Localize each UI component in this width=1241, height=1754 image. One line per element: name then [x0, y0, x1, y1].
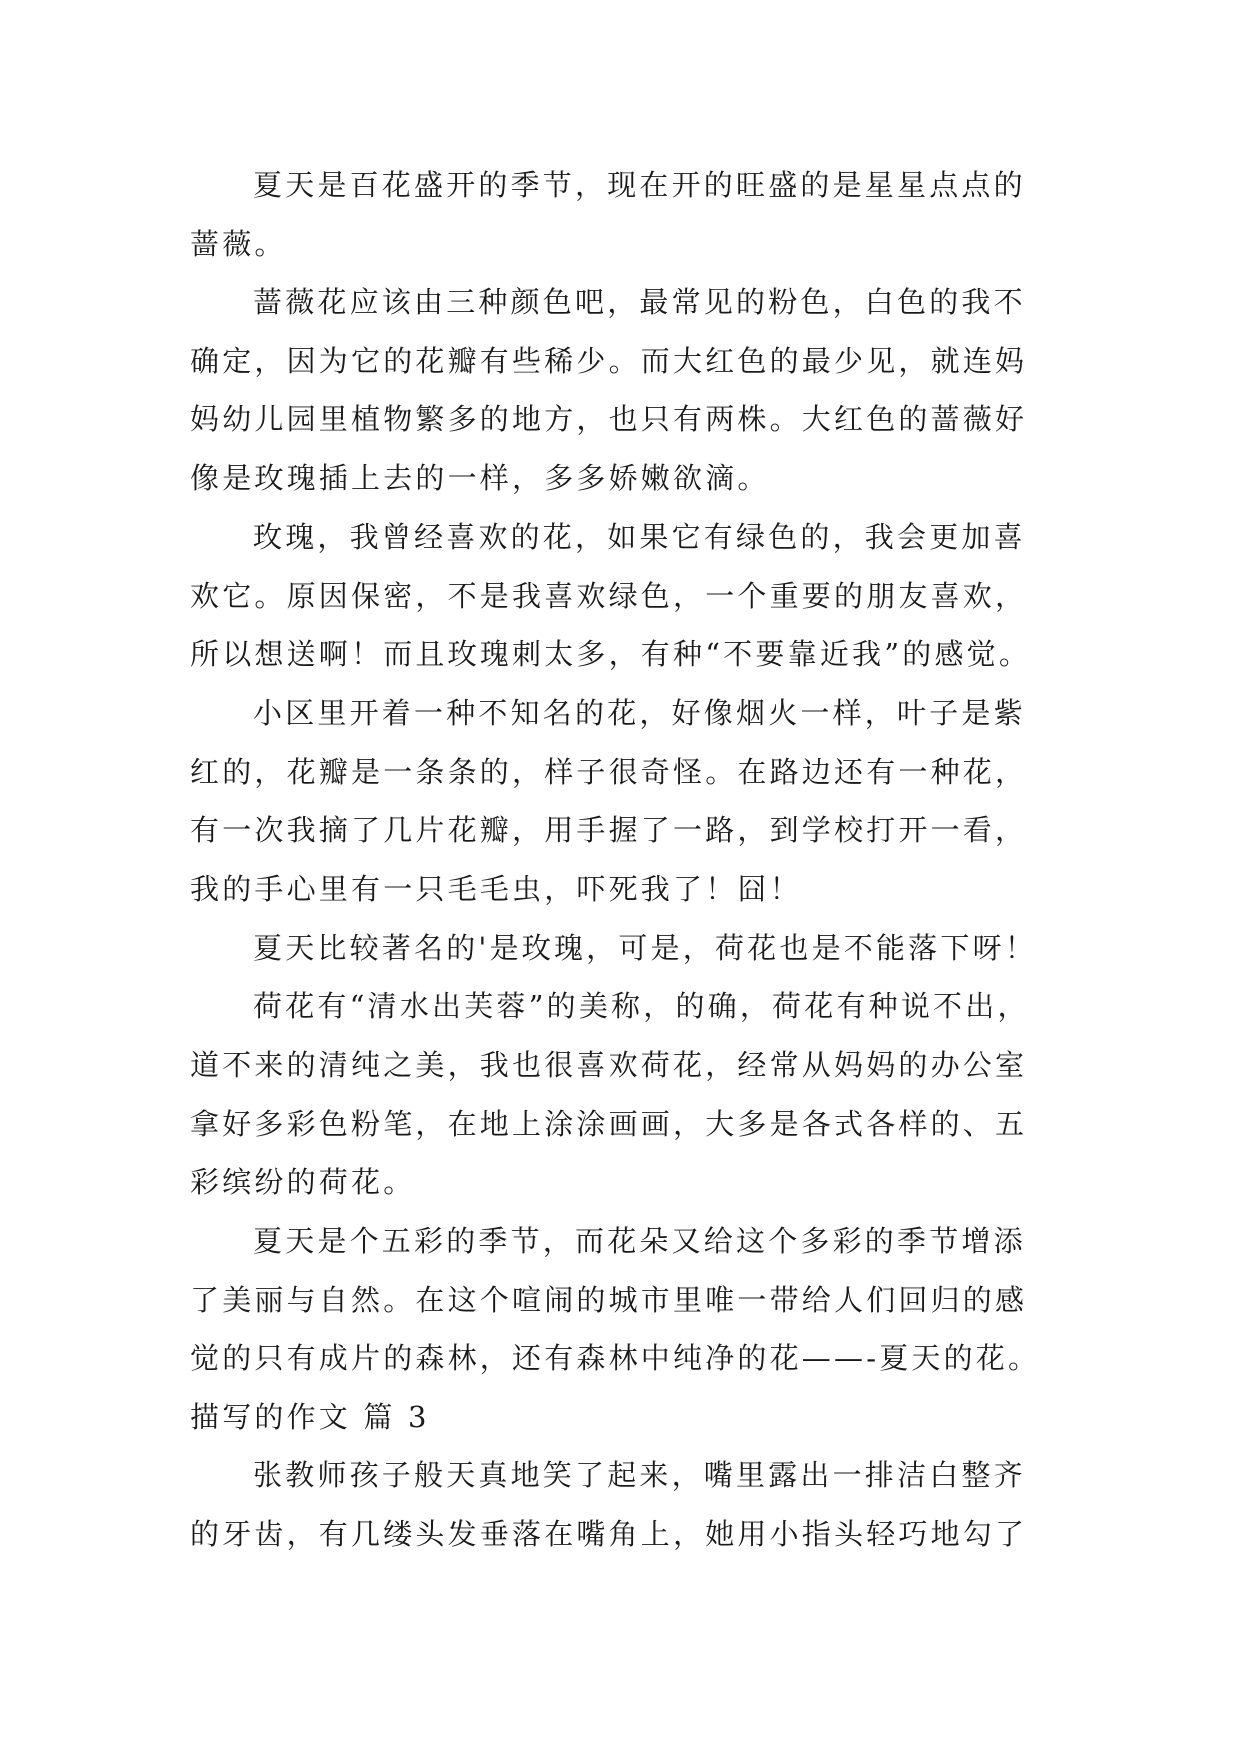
text-line: 的牙齿，有几缕头发垂落在嘴角上，她用小指头轻巧地勾了: [190, 1517, 1028, 1551]
text-line: 蔷薇花应该由三种颜色吧，最常见的粉色，白色的我不: [253, 285, 1026, 319]
text-line: 确定，因为它的花瓣有些稀少。而大红色的最少见，就连妈: [190, 344, 1028, 378]
text-line: 了美丽与自然。在这个喧闹的城市里唯一带给人们回归的感: [190, 1283, 1028, 1317]
text-line: 欢它。原因保密，不是我喜欢绿色，一个重要的朋友喜欢，: [190, 579, 1028, 613]
text-line: 彩缤纷的荷花。: [190, 1165, 416, 1199]
text-line: 夏天是百花盛开的季节，现在开的旺盛的是星星点点的: [253, 168, 1026, 202]
text-line: 张教师孩子般天真地笑了起来，嘴里露出一排洁白整齐: [253, 1458, 1026, 1492]
section-heading: 描写的作文 篇 3: [190, 1400, 430, 1434]
text-line: 小区里开着一种不知名的花，好像烟火一样，叶子是紫: [253, 696, 1026, 730]
text-line: 玫瑰，我曾经喜欢的花，如果它有绿色的，我会更加喜: [253, 520, 1026, 554]
text-line: 觉的只有成片的森林，还有森林中纯净的花——-夏天的花。: [190, 1341, 1041, 1375]
text-line: 像是玫瑰插上去的一样，多多娇嫩欲滴。: [190, 461, 770, 495]
text-line: 夏天比较著名的'是玫瑰，可是，荷花也是不能落下呀！: [253, 931, 1037, 965]
text-line: 红的，花瓣是一条条的，样子很奇怪。在路边还有一种花，: [190, 755, 1028, 789]
text-line: 夏天是个五彩的季节，而花朵又给这个多彩的季节增添: [253, 1224, 1026, 1258]
text-line: 我的手心里有一只毛毛虫，吓死我了！囧！: [190, 872, 802, 906]
text-line: 所以想送啊！而且玫瑰刺太多，有种“不要靠近我”的感觉。: [190, 637, 1032, 671]
text-line: 有一次我摘了几片花瓣，用手握了一路，到学校打开一看，: [190, 813, 1028, 847]
text-line: 妈幼儿园里植物繁多的地方，也只有两株。大红色的蔷薇好: [190, 402, 1028, 436]
text-line: 道不来的清纯之美，我也很喜欢荷花，经常从妈妈的办公室: [190, 1048, 1028, 1082]
text-line: 拿好多彩色粉笔，在地上涂涂画画，大多是各式各样的、五: [190, 1107, 1028, 1141]
text-line: 荷花有“清水出芙蓉”的美称，的确，荷花有种说不出，: [253, 989, 1030, 1023]
text-line: 蔷薇。: [190, 227, 287, 261]
